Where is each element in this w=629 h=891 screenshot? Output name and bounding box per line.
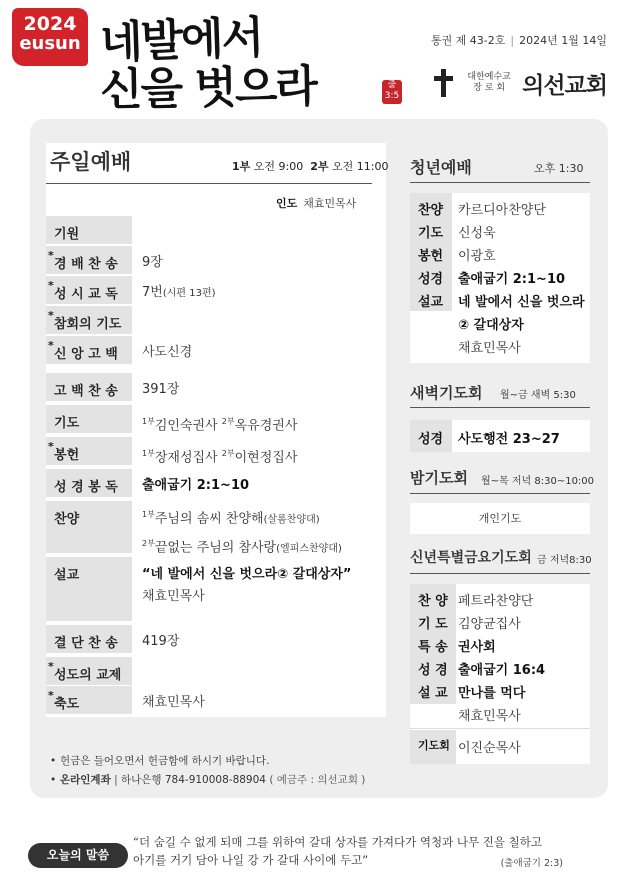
order-row: * 성도의 교제 [46,657,386,685]
divider [410,573,590,574]
order-label: 성 시 교 독 [54,287,118,302]
divider [410,493,590,494]
bulletin-title [99,4,390,116]
sermon-title: “네 발에서 신을 벗으라② 갈대상자” [142,567,352,582]
order-value: 출애굽기 2:1~10 [142,478,250,493]
part-sup: 2부 [142,539,155,549]
order-note: (시편 13편) [162,288,216,299]
service-leader [276,195,356,211]
dawn-prayer-title: 새벽기도회 [410,384,483,402]
order-row: * 성 시 교 독 7번(시편 13편) [46,276,386,304]
order-row [46,469,386,497]
closing-value: 이진순목사 [458,741,521,756]
todays-verse-badge: 오늘의 말씀 [28,843,128,868]
order-label: 성 경 봉 독 [54,480,118,495]
order-value: 391장 [142,382,180,397]
part-sup: 1부 [142,510,155,519]
order-label: 경 배 찬 송 [54,257,118,272]
prayer-2: 옥유경권사 [234,418,298,434]
sermon-preacher: 채효민목사 [142,589,205,604]
account-holder: ( 예금주 : 의선교회 ) [269,774,366,786]
order-label: 신 앙 고 백 [54,347,118,362]
order-label: 고 백 찬 송 [54,384,118,399]
service2-time: 오전 11:00 [332,160,389,173]
notices: • 헌금은 들어오면서 헌금함에 하시기 바랍니다. • 온라인계좌 | 하나은행 784-910008-88904 ( 예금주 : 의선교회 ) [50,755,366,786]
order-value: 7번 [142,285,163,300]
order-row: * 축도 채효민목사 [46,686,386,714]
order-row: 기원 [46,216,386,244]
divider [410,182,590,183]
order-row [46,373,386,401]
order-row: * 봉헌 $^{1부}$장재성집사 $^{2부}$이현정집사 [46,437,386,465]
choir-1: (살롬찬양대) [263,514,320,526]
order-row: * 경 배 찬 송 9장 [46,246,386,274]
denomination-line-2: 장 로 회 [473,83,506,93]
order-label: 결 단 찬 송 [54,636,118,651]
dawn-prayer-time: 월~금 새벽 5:30 [500,390,576,401]
order-value: 9장 [142,255,163,270]
dawn-value: 사도행전 23~27 [458,432,560,447]
year-text: 2024 [23,13,77,35]
title-line-1: 네발에서 [99,12,264,69]
offering-1: 장재성집사 [154,450,218,466]
prayer-1: 김인숙권사 [154,418,218,434]
verse-reference: (출애굽기 2:3) [500,858,563,869]
divider [46,183,372,184]
anthem-2: 끝없는 주님의 참사랑 [154,540,277,556]
scripture-seal: 출3:5 [382,80,402,104]
issue-info: 통권 제 43-2호 | 2024년 1월 14일 [430,34,607,47]
closing-key: 기도회 [418,739,450,752]
account-label: 온라인계좌 [60,774,111,786]
denomination [460,72,518,94]
verse-line-1: “더 숨길 수 없게 되매 그를 위하여 갈대 상자를 가져다가 역청과 나무 진을 칠하고 [133,835,542,849]
order-row: * 신 앙 고 백 사도신경 [46,336,386,364]
youth-service-box: 찬양 카르디아찬양단 기도 신성욱 봉헌 이광호 성경 출애굽기 2:1~10 설교 네 발에서 신을 벗으라 ② 갈대상자 채효민목사 [410,193,590,363]
part-sup: 2부 [221,449,235,458]
issue-date: 2024년 1월 14일 [519,34,607,47]
newyear-prayer-box: 찬 양 페트라찬양단 기 도 김양균집사 특 송 권사회 성 경 출애굽기 16:4 설 교 만나를 먹다 채효민목사 기도회 이진순목사 [410,584,590,764]
night-prayer-title: 밤기도회 [410,469,468,487]
church-logo [432,66,607,100]
order-value: 채효민목사 [142,695,205,710]
order-value: 419장 [142,634,180,649]
leader-name: 채효민목사 [303,197,357,210]
part-sup: 1부 [142,449,155,458]
newyear-prayer-title: 신년특별금요기도회 [410,550,532,566]
offering-2: 이현정집사 [234,450,298,466]
offering-note: 헌금은 들어오면서 헌금함에 하시기 바랍니다. [60,755,270,767]
choir-2: (엘피스찬양대) [276,543,342,555]
order-row: * 참회의 기도 [46,306,386,334]
denomination-line-1: 대한예수교 [467,72,511,82]
year-badge [12,8,88,66]
sunday-service-times [232,158,388,174]
order-row: 찬양 $^{1부}$주님의 솜씨 찬양해(살롬찬양대) $^{2부}$끝없는 주님의 참사랑(엘피스찬양대) [46,501,386,553]
order-label: 참회의 기도 [54,317,122,332]
service2-label: 2부 [310,160,329,173]
night-prayer-box: 개인기도 [410,503,590,534]
youth-service-time: 오후 1:30 [534,162,584,175]
part-sup: 2부 [221,417,235,426]
service1-label: 1부 [232,160,251,173]
anthem-1: 주님의 솜씨 찬양해 [154,511,264,527]
newyear-prayer-time: 금 저녁8:30 [537,555,592,566]
dawn-key: 성경 [418,432,444,447]
account-number: 하나은행 784-910008-88904 [120,774,266,786]
sunday-service-title: 주일예배 [50,150,132,174]
verse-line-2: 아기를 거기 담아 나일 강 가 갈대 사이에 두고” [133,853,369,867]
order-value: 사도신경 [142,345,193,360]
dawn-prayer-box [410,420,590,452]
title-line-2: 신을 벗으라 [99,61,317,116]
divider [410,407,590,408]
church-name: 의선교회 [522,72,607,99]
youth-service-title: 청년예배 [410,158,472,177]
part-sup: 1부 [142,417,155,426]
cross-icon [432,69,454,97]
order-row [46,625,386,653]
leader-label: 인도 [276,197,298,210]
order-row: 설교 “네 발에서 신을 벗으라② 갈대상자” 채효민목사 [46,557,386,621]
order-label: 성도의 교제 [54,668,122,683]
night-prayer-time: 월~목 저녁 8:30~10:00 [481,476,595,487]
order-row: 기도 $^{1부}$김인숙권사 $^{2부}$옥유경권사 [46,405,386,433]
issue-number: 통권 제 43-2호 [430,34,506,47]
brand-text: eusun [19,32,81,54]
service1-time: 오전 9:00 [253,160,304,173]
